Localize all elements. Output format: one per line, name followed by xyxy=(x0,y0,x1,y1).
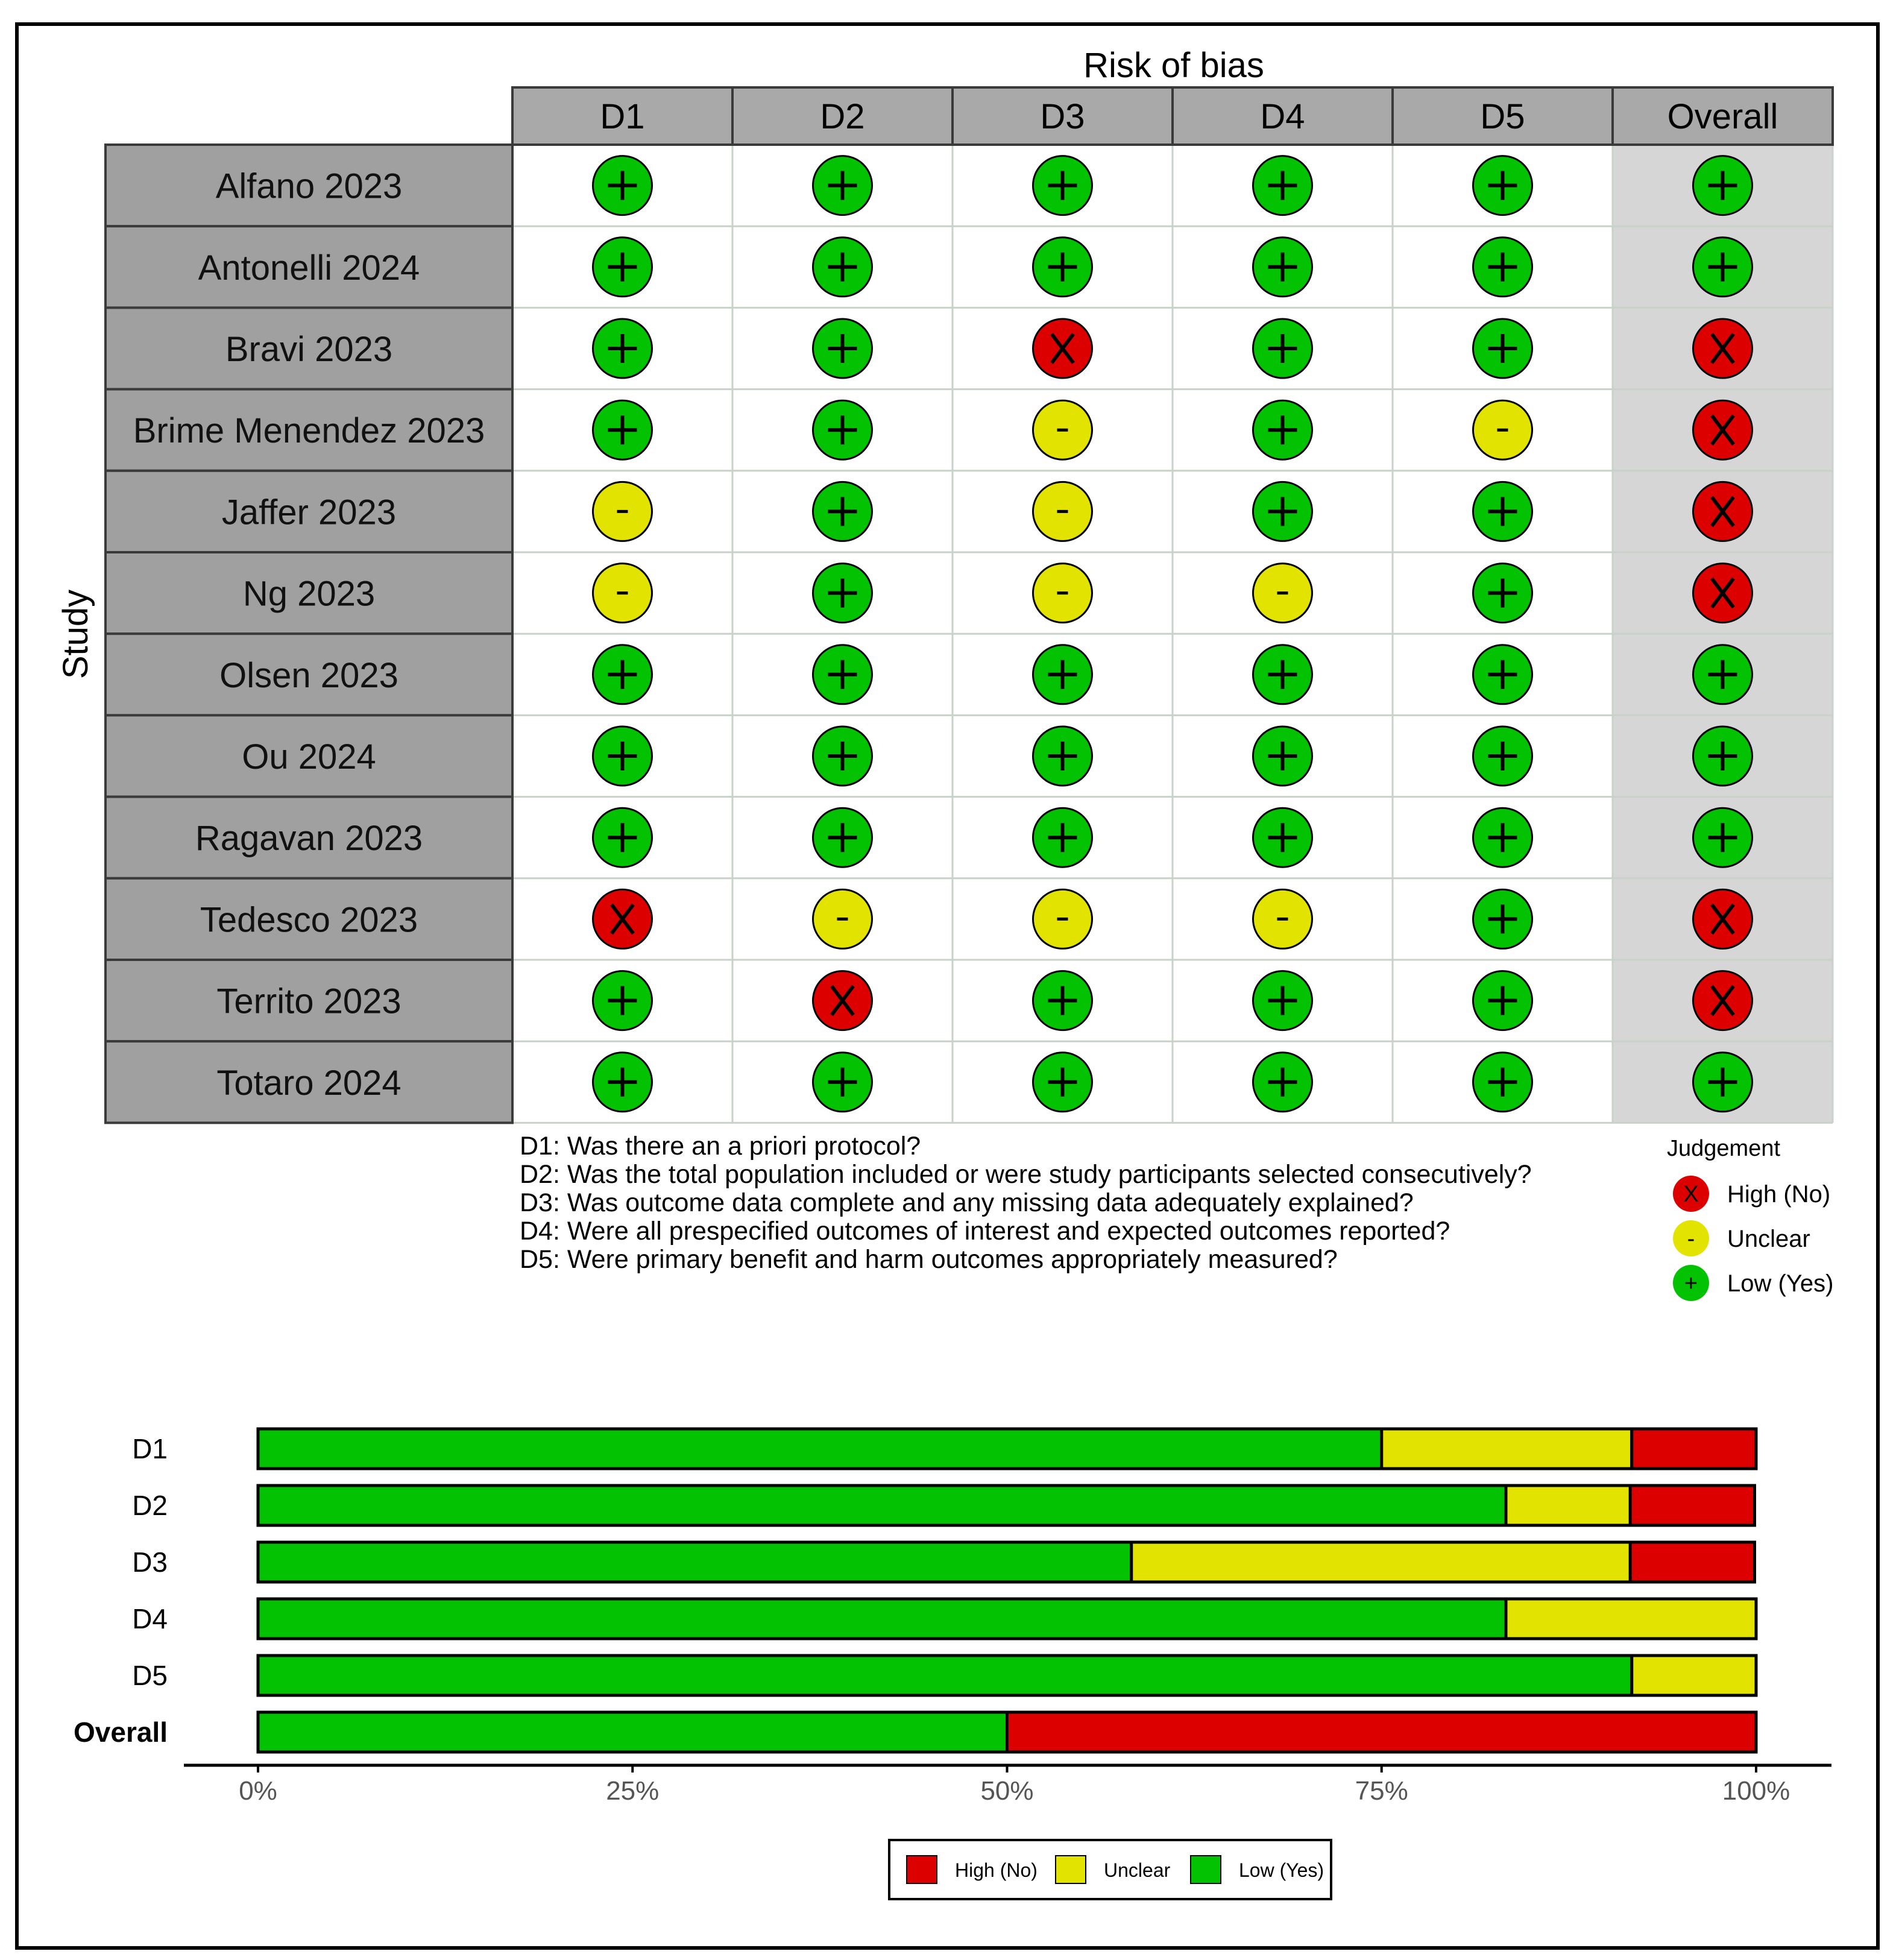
bar-segment-unclear xyxy=(1506,1599,1756,1639)
judgement-marker-unclear xyxy=(813,889,872,948)
judgement-marker-low xyxy=(1033,726,1092,786)
bar-chart-legend xyxy=(889,1840,1331,1899)
judgement-marker-low xyxy=(813,319,872,378)
judgement-marker-high xyxy=(1693,564,1752,623)
judgement-marker-low xyxy=(1253,971,1312,1030)
bar-legend-swatch xyxy=(1056,1856,1086,1883)
bar-legend-item xyxy=(907,1856,1038,1883)
study-label: Ou 2024 xyxy=(242,737,376,777)
judgement-legend-item xyxy=(1673,1220,1810,1256)
domain-header-label: Overall xyxy=(1667,97,1778,136)
judgement-marker-low xyxy=(1253,726,1312,786)
study-label: Brime Menendez 2023 xyxy=(133,411,485,451)
bar-category-label: D3 xyxy=(132,1546,168,1578)
domain-header-label: D4 xyxy=(1260,97,1305,136)
judgement-marker-unclear xyxy=(1253,564,1312,623)
judgement-marker-low xyxy=(1033,238,1092,297)
bar-segment-unclear xyxy=(1132,1542,1631,1582)
x-tick-label: 50% xyxy=(980,1776,1034,1806)
judgement-marker-low xyxy=(813,808,872,867)
judgement-marker-low xyxy=(813,238,872,297)
judgement-marker-low xyxy=(1473,726,1532,786)
judgement-marker-low xyxy=(593,319,652,378)
judgement-marker-low xyxy=(1473,564,1532,623)
domain-note-d4: D4: Were all prespecified outcomes of interest and expected outcomes reported? xyxy=(520,1217,1450,1246)
x-tick-label: 100% xyxy=(1722,1776,1790,1806)
bar-segment-low xyxy=(258,1486,1506,1525)
judgement-marker-low xyxy=(813,156,872,215)
bar-segment-high xyxy=(1630,1542,1754,1582)
study-label: Jaffer 2023 xyxy=(221,493,397,532)
judgement-marker-low xyxy=(1253,1053,1312,1112)
x-tick-label: 25% xyxy=(606,1776,660,1806)
judgement-marker-low xyxy=(813,645,872,704)
judgement-marker-low xyxy=(593,971,652,1030)
judgement-marker-low xyxy=(1253,319,1312,378)
judgement-marker-high xyxy=(1693,971,1752,1030)
judgement-marker-low xyxy=(1033,1053,1092,1112)
legend-label: High (No) xyxy=(1727,1181,1831,1208)
judgement-marker-unclear xyxy=(1033,482,1092,541)
bar-category-label: D1 xyxy=(132,1433,168,1464)
bar-category-label: D4 xyxy=(132,1603,168,1634)
judgement-marker-low xyxy=(1693,156,1752,215)
bar-category-label: D5 xyxy=(132,1660,168,1691)
judgement-marker-high xyxy=(1693,319,1752,378)
judgement-marker-low xyxy=(593,400,652,459)
judgement-marker-low xyxy=(1033,808,1092,867)
legend-label: Low (Yes) xyxy=(1727,1270,1834,1297)
domain-note-d1: D1: Was there an a priori protocol? xyxy=(520,1132,921,1161)
study-label: Ng 2023 xyxy=(242,574,376,614)
bar-segment-unclear xyxy=(1506,1486,1630,1525)
study-label: Totaro 2024 xyxy=(216,1063,401,1103)
legend-marker-symbol: + xyxy=(1684,1271,1698,1296)
judgement-marker-low xyxy=(593,808,652,867)
judgement-marker-unclear xyxy=(1033,564,1092,623)
judgement-marker-low xyxy=(813,564,872,623)
domain-header-label: D1 xyxy=(600,97,645,136)
bar-segment-low xyxy=(258,1656,1632,1695)
judgement-marker-low xyxy=(1473,971,1532,1030)
judgement-marker-low xyxy=(813,1053,872,1112)
study-label: Olsen 2023 xyxy=(219,655,398,695)
judgement-marker-high xyxy=(1693,400,1752,459)
judgement-marker-low xyxy=(1473,889,1532,948)
judgement-legend-item xyxy=(1673,1176,1830,1212)
judgement-marker-low xyxy=(1693,726,1752,786)
judgement-marker-unclear xyxy=(1033,889,1092,948)
judgement-marker-low xyxy=(1253,156,1312,215)
domain-note-d5: D5: Were primary benefit and harm outcomes appropriately measured? xyxy=(520,1245,1338,1274)
judgement-marker-low xyxy=(813,482,872,541)
domain-header-label: D3 xyxy=(1040,97,1085,136)
judgement-marker-low xyxy=(1033,645,1092,704)
study-label: Territo 2023 xyxy=(216,982,401,1021)
domain-note-d2: D2: Was the total population included or were study participants selected consecutively? xyxy=(520,1160,1532,1189)
bar-segment-low xyxy=(258,1712,1007,1752)
domain-header-label: D2 xyxy=(820,97,865,136)
judgement-marker-low xyxy=(813,726,872,786)
domain-header-label: D5 xyxy=(1480,97,1525,136)
judgement-marker-low xyxy=(1473,319,1532,378)
judgement-marker-low xyxy=(1473,482,1532,541)
bar-segment-low xyxy=(258,1599,1506,1639)
judgement-marker-high xyxy=(593,889,652,948)
bar-legend-item xyxy=(1191,1856,1324,1883)
judgement-marker-low xyxy=(593,156,652,215)
judgement-marker-high xyxy=(1693,889,1752,948)
judgement-marker-high xyxy=(1033,319,1092,378)
bar-legend-label: Unclear xyxy=(1104,1859,1171,1881)
table-title: Risk of bias xyxy=(1083,46,1264,85)
judgement-marker-low xyxy=(1473,645,1532,704)
bar-category-label: Overall xyxy=(74,1716,168,1748)
bar-legend-swatch xyxy=(1191,1856,1221,1883)
legend-label: Unclear xyxy=(1727,1226,1810,1252)
judgement-marker-low xyxy=(593,726,652,786)
legend-marker-symbol: - xyxy=(1687,1226,1695,1252)
bar-category-label: D2 xyxy=(132,1490,168,1521)
judgement-marker-low xyxy=(1033,156,1092,215)
judgement-marker-low xyxy=(593,1053,652,1112)
study-label: Alfano 2023 xyxy=(215,166,403,206)
bar-segment-unclear xyxy=(1632,1656,1756,1695)
judgement-legend-item xyxy=(1673,1265,1833,1301)
judgement-marker-unclear xyxy=(593,482,652,541)
judgement-marker-low xyxy=(1033,971,1092,1030)
study-label: Tedesco 2023 xyxy=(200,900,418,940)
bar-legend-item xyxy=(1056,1856,1171,1883)
judgement-marker-low xyxy=(1253,238,1312,297)
bar-segment-low xyxy=(258,1429,1382,1469)
judgement-marker-low xyxy=(1253,808,1312,867)
judgement-marker-low xyxy=(1253,645,1312,704)
domain-note-d3: D3: Was outcome data complete and any missing data adequately explained? xyxy=(520,1188,1414,1217)
judgement-marker-high xyxy=(813,971,872,1030)
bar-legend-label: High (No) xyxy=(955,1859,1038,1881)
bar-legend-swatch xyxy=(907,1856,937,1883)
bar-segment-high xyxy=(1630,1486,1754,1525)
bar-segment-unclear xyxy=(1382,1429,1632,1469)
judgement-marker-low xyxy=(593,238,652,297)
judgement-legend-title: Judgement xyxy=(1667,1136,1781,1161)
x-tick-label: 0% xyxy=(239,1776,277,1806)
judgement-marker-unclear xyxy=(1473,400,1532,459)
bar-segment-low xyxy=(258,1542,1132,1582)
study-label: Bravi 2023 xyxy=(225,330,393,369)
bar-legend-label: Low (Yes) xyxy=(1239,1859,1324,1881)
judgement-marker-low xyxy=(593,645,652,704)
judgement-marker-low xyxy=(1253,400,1312,459)
judgement-marker-low xyxy=(1473,1053,1532,1112)
judgement-marker-low xyxy=(813,400,872,459)
judgement-marker-unclear xyxy=(593,564,652,623)
judgement-marker-low xyxy=(1693,808,1752,867)
judgement-marker-low xyxy=(1693,238,1752,297)
study-label: Ragavan 2023 xyxy=(195,819,423,859)
judgement-marker-low xyxy=(1473,156,1532,215)
judgement-marker-unclear xyxy=(1253,889,1312,948)
table-y-axis-label: Study xyxy=(56,589,95,679)
bar-segment-high xyxy=(1632,1429,1756,1469)
x-tick-label: 75% xyxy=(1355,1776,1408,1806)
judgement-marker-low xyxy=(1253,482,1312,541)
study-label: Antonelli 2024 xyxy=(198,248,420,288)
judgement-marker-low xyxy=(1473,808,1532,867)
judgement-marker-unclear xyxy=(1033,400,1092,459)
bar-segment-high xyxy=(1007,1712,1757,1752)
judgement-marker-low xyxy=(1693,1053,1752,1112)
judgement-marker-high xyxy=(1693,482,1752,541)
judgement-marker-low xyxy=(1693,645,1752,704)
judgement-marker-low xyxy=(1473,238,1532,297)
legend-marker-symbol: X xyxy=(1683,1182,1699,1207)
